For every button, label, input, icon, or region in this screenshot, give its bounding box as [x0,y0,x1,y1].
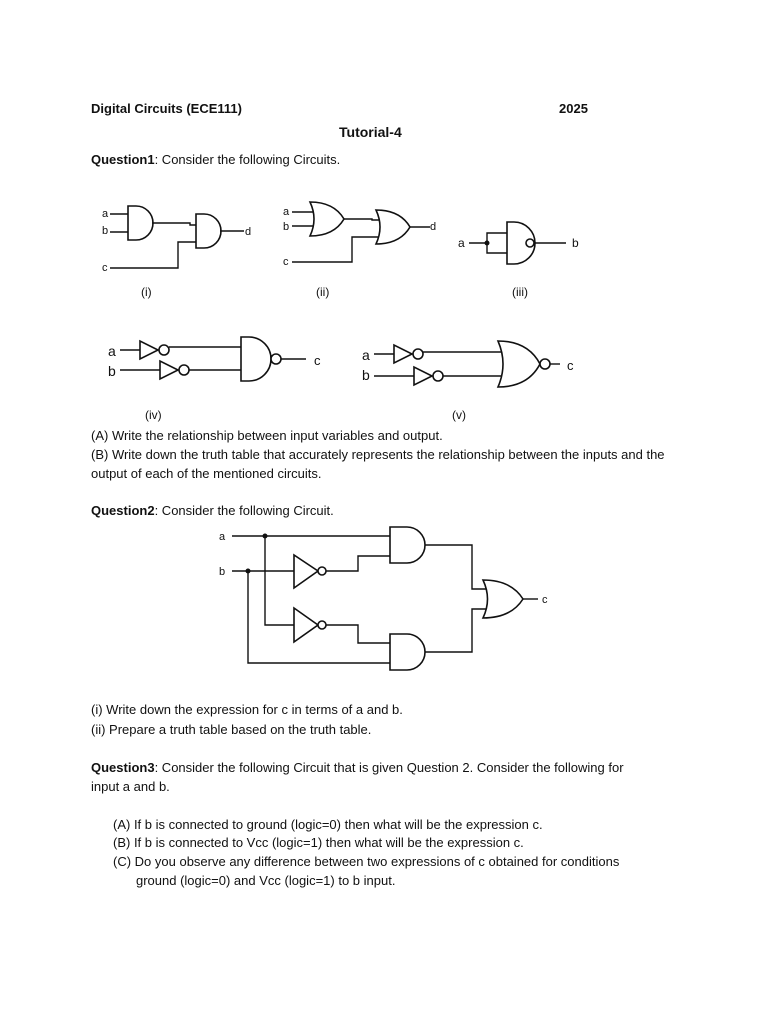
question1-part-a: (A) Write the relationship between input variables and output. [91,428,443,443]
circuit-ii-label-c: c [283,256,289,268]
caption-iii: (iii) [512,285,528,299]
q2-label-c: c [542,594,548,606]
circuit-ii-label-d: d [430,221,437,233]
q2-label-a: a [219,531,226,543]
circuit-i-label-c: c [102,262,108,274]
not-bubble-q2-top [318,567,326,575]
question2-text: : Consider the following Circuit. [154,503,334,518]
not-bubble-vb [433,371,443,381]
question3-item-c: (C) Do you observe any difference between two expressions of c obtained for conditions [113,854,620,869]
and-gate-1 [128,206,153,240]
caption-ii: (ii) [316,285,330,299]
circuit-ii [283,202,436,299]
question2-item-ii: (ii) Prepare a truth table based on the truth table. [91,722,372,737]
question2-label: Question2 [91,503,155,518]
and-gate-q2-bottom [390,634,425,670]
not-bubble-b [179,365,189,375]
caption-i: (i) [141,285,152,299]
circuit-i-label-b: b [102,225,109,237]
circuit-v-label-c: c [567,358,574,373]
or-gate-2 [376,210,410,244]
circuit-i-label-a: a [102,208,109,220]
circuit-ii-label-a: a [283,206,290,218]
circuit-q2 [219,527,548,670]
not-gate-vb [414,367,432,385]
page-title: Tutorial-4 [339,124,402,140]
caption-v: (v) [452,408,466,422]
question3-label: Question3 [91,760,155,775]
not-gate-b [160,361,178,379]
circuit-iv-label-a: a [108,343,116,359]
nor-bubble-v [540,359,550,369]
nand-bubble [526,239,534,247]
course-title: Digital Circuits (ECE111) [91,101,242,116]
not-bubble-q2-bottom [318,621,326,629]
and-gate-2 [196,214,221,248]
not-gate-va [394,345,412,363]
and-gate-q2-top [390,527,425,563]
question1-parts [91,426,691,483]
q2-label-b: b [219,566,226,578]
nand-bubble-iv [271,354,281,364]
circuit-v-label-b: b [362,367,370,383]
circuit-ii-label-b: b [283,221,290,233]
not-gate-q2-top [294,555,318,588]
circuit-iii-label-b: b [572,236,579,250]
circuit-v [362,341,574,422]
or-gate-1 [310,202,344,236]
not-gate-q2-bottom [294,608,318,642]
circuit-i [102,206,251,299]
question2-item-i: (i) Write down the expression for c in terms of a and b. [91,702,403,717]
question3-text: : Consider the following Circuit that is given Question 2. Consider the following for [154,760,624,775]
circuit-iii-label-a: a [458,236,465,250]
circuit-iii [458,222,579,299]
year: 2025 [559,101,588,116]
question3-item-b: (B) If b is connected to Vcc (logic=1) then what will be the expression c. [113,835,524,850]
question3-heading [91,758,624,777]
nor-gate-v [498,341,540,387]
circuit-iv-label-b: b [108,363,116,379]
question2-heading [91,501,334,520]
circuit-v-label-a: a [362,347,370,363]
caption-iv: (iv) [145,408,162,422]
not-bubble-a [159,345,169,355]
question3-item-a: (A) If b is connected to ground (logic=0) then what will be the expression c. [113,817,543,832]
circuit-iv-label-c: c [314,353,321,368]
or-gate-q2 [483,580,523,618]
not-bubble-va [413,349,423,359]
question1-label: Question1 [91,152,155,167]
question3-item-c-line2: ground (logic=0) and Vcc (logic=1) to b input. [136,873,396,888]
question3-text-line2: input a and b. [91,779,170,794]
circuit-iv [108,337,321,422]
circuit-i-label-d: d [245,226,252,238]
not-gate-a [140,341,158,359]
question1-text: : Consider the following Circuits. [154,152,341,167]
nand-gate-iv [241,337,271,381]
question1-part-b: (B) Write down the truth table that accurately represents the relationship between the inputs and the output of each of the mentioned circuits. [91,447,665,481]
